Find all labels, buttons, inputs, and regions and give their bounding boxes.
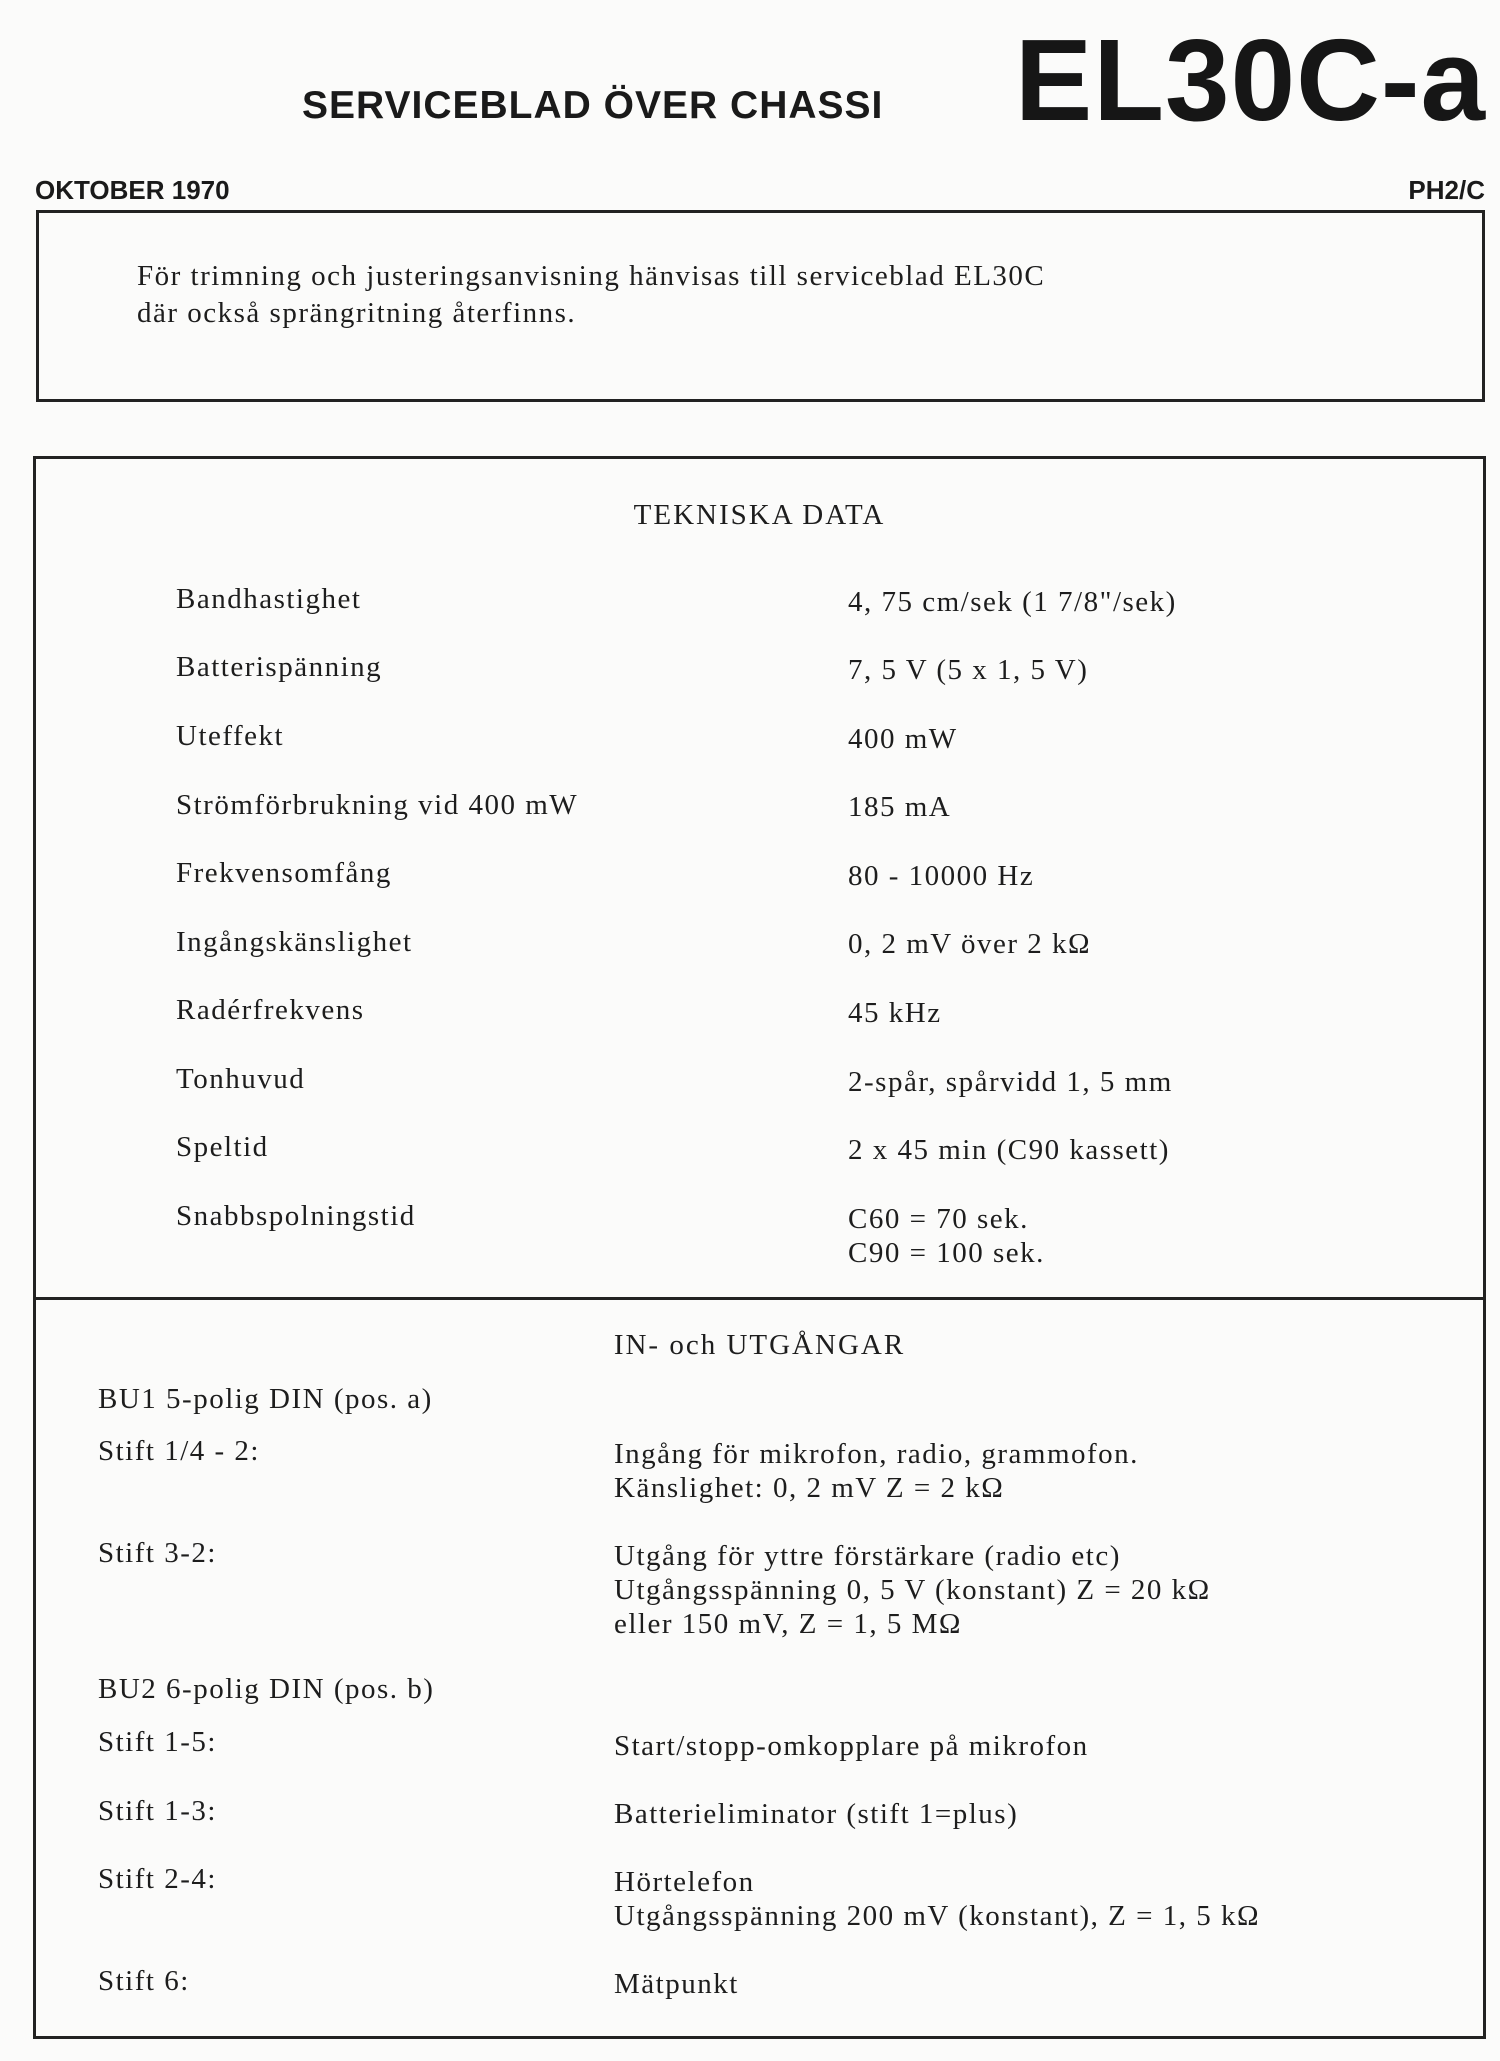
section-divider: [36, 1297, 1483, 1300]
bu2-pin-2-line-1: Batterieliminator (stift 1=plus): [614, 1798, 1019, 1830]
reference-note-line-1: För trimning och justeringsanvisning hänvisas till serviceblad EL30C: [137, 260, 1046, 292]
bu2-pin-value-4: [614, 1967, 739, 2001]
spec-label-playing-time: Speltid: [176, 1131, 269, 1163]
bu2-heading: BU2 6-polig DIN (pos. b): [98, 1673, 435, 1705]
spec-label-battery-voltage: Batterispänning: [176, 651, 383, 683]
reference-note-box: [36, 210, 1485, 402]
io-title: IN- och UTGÅNGAR: [613, 1329, 906, 1361]
spec-value-erase-frequency: 45 kHz: [848, 997, 942, 1029]
spec-value-current-consumption: 185 mA: [848, 791, 952, 823]
bu1-pin-label-1: Stift 1/4 - 2:: [98, 1435, 260, 1467]
spec-label-tape-head: Tonhuvud: [176, 1063, 306, 1095]
spec-value-frequency-range: 80 - 10000 Hz: [848, 860, 1035, 892]
spec-value-fast-wind-c60: C60 = 70 sek.: [848, 1203, 1029, 1235]
spec-label-erase-frequency: Radérfrekvens: [176, 994, 365, 1026]
bu1-pin-1-line-1: Ingång för mikrofon, radio, grammofon.: [614, 1438, 1139, 1470]
bu2-pin-value-1: [614, 1729, 1089, 1763]
bu2-pin-label-3: Stift 2-4:: [98, 1863, 217, 1895]
bu1-pin-2-line-2: Utgångsspänning 0, 5 V (konstant) Z = 20 kΩ: [614, 1574, 1211, 1606]
bu2-pin-label-4: Stift 6:: [98, 1965, 190, 1997]
spec-value-input-sensitivity: 0, 2 mV över 2 kΩ: [848, 928, 1092, 960]
bu2-pin-4-line-1: Mätpunkt: [614, 1968, 739, 2000]
document-code: PH2/C: [1408, 175, 1485, 205]
specifications-box: [33, 456, 1486, 2039]
bu2-pin-1-line-1: Start/stopp-omkopplare på mikrofon: [614, 1730, 1089, 1762]
bu2-pin-label-1: Stift 1-5:: [98, 1726, 217, 1758]
spec-value-tape-speed: 4, 75 cm/sek (1 7/8"/sek): [848, 586, 1177, 618]
spec-label-tape-speed: Bandhastighet: [176, 583, 362, 615]
reference-note: [137, 258, 1437, 332]
spec-value-playing-time: 2 x 45 min (C90 kassett): [848, 1134, 1170, 1166]
spec-label-frequency-range: Frekvensomfång: [176, 857, 392, 889]
spec-label-fast-wind-time: Snabbspolningstid: [176, 1200, 416, 1232]
bu1-pin-label-2: Stift 3-2:: [98, 1537, 217, 1569]
spec-value-fast-wind-time: [848, 1202, 1045, 1270]
bu1-heading: BU1 5-polig DIN (pos. a): [98, 1383, 433, 1415]
spec-value-fast-wind-c90: C90 = 100 sek.: [848, 1237, 1045, 1269]
publication-date: OKTOBER 1970: [35, 175, 230, 205]
document-subtitle: SERVICEBLAD ÖVER CHASSI: [302, 84, 884, 127]
spec-label-input-sensitivity: Ingångskänslighet: [176, 926, 413, 958]
bu2-pin-3-line-1: Hörtelefon: [614, 1866, 755, 1898]
bu2-pin-label-2: Stift 1-3:: [98, 1795, 217, 1827]
technical-data-title: TEKNISKA DATA: [633, 499, 886, 531]
spec-label-output-power: Uteffekt: [176, 720, 285, 752]
bu2-pin-3-line-2: Utgångsspänning 200 mV (konstant), Z = 1, 5 kΩ: [614, 1900, 1261, 1932]
bu1-pin-value-1: [614, 1437, 1139, 1505]
spec-value-battery-voltage: 7, 5 V (5 x 1, 5 V): [848, 654, 1089, 686]
bu1-pin-1-line-2: Känslighet: 0, 2 mV Z = 2 kΩ: [614, 1472, 1005, 1504]
spec-label-current-consumption: Strömförbrukning vid 400 mW: [176, 789, 579, 821]
model-title: EL30C-a: [1014, 15, 1486, 145]
reference-note-line-2: där också sprängritning återfinns.: [137, 297, 577, 329]
bu2-pin-value-2: [614, 1797, 1018, 1831]
bu2-pin-value-3: [614, 1865, 1260, 1933]
spec-value-tape-head: 2-spår, spårvidd 1, 5 mm: [848, 1066, 1173, 1098]
bu1-pin-2-line-1: Utgång för yttre förstärkare (radio etc): [614, 1540, 1121, 1572]
bu1-pin-value-2: [614, 1539, 1211, 1641]
bu1-pin-2-line-3: eller 150 mV, Z = 1, 5 MΩ: [614, 1608, 962, 1640]
spec-value-output-power: 400 mW: [848, 723, 958, 755]
